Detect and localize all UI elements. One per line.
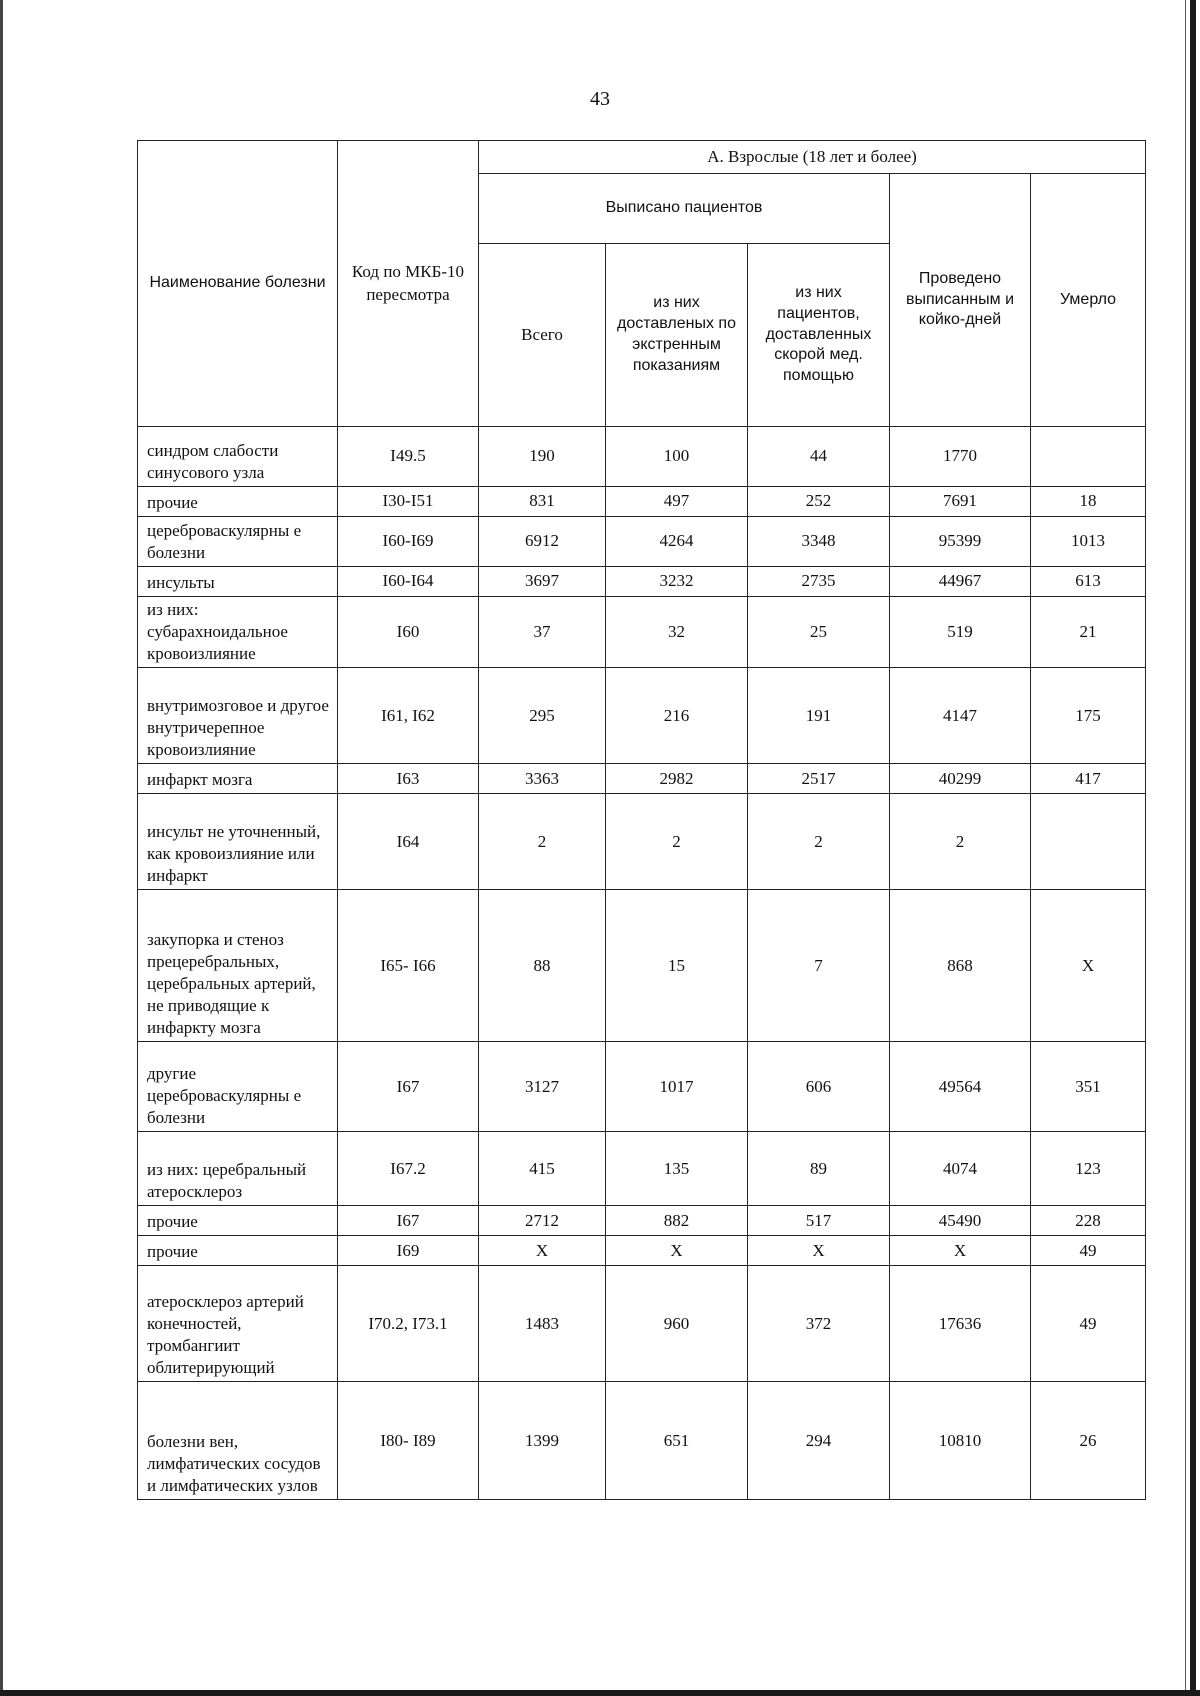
cell-died: 21 [1031,597,1146,668]
scan-edge-left [0,0,3,1696]
cell-code: I64 [338,794,479,890]
cell-ambulance: 294 [748,1382,890,1500]
cell-died: 49 [1031,1266,1146,1382]
cell-emergency: 216 [606,668,748,764]
cell-ambulance: 7 [748,890,890,1042]
cell-ambulance: 517 [748,1206,890,1236]
cell-ambulance: 2517 [748,764,890,794]
cell-ambulance: 252 [748,487,890,517]
table-row [138,517,1146,567]
cell-emergency: 15 [606,890,748,1042]
table-row [138,794,1146,890]
cell-total: 190 [479,427,606,487]
cell-bed-days: 2 [890,794,1031,890]
cell-total: 3363 [479,764,606,794]
cell-name: инфаркт мозга [138,764,338,794]
cell-bed-days: 45490 [890,1206,1031,1236]
cell-bed-days: 4147 [890,668,1031,764]
cell-emergency: 32 [606,597,748,668]
table-row [138,1266,1146,1382]
cell-died: 613 [1031,567,1146,597]
cell-name: из них: церебральный атеросклероз [138,1132,338,1206]
table-row [138,1206,1146,1236]
scan-edge-right [1190,0,1196,1696]
cell-code: I61, I62 [338,668,479,764]
header-group-adults: А. Взрослые (18 лет и более) [479,141,1146,174]
cell-bed-days: 4074 [890,1132,1031,1206]
cell-bed-days: 44967 [890,567,1031,597]
cell-bed-days: 7691 [890,487,1031,517]
cell-emergency: 960 [606,1266,748,1382]
cell-name: инсульт не уточненный, как кровоизлияние или инфаркт [138,794,338,890]
header-row-1 [138,141,1146,174]
cell-ambulance: 3348 [748,517,890,567]
cell-died [1031,794,1146,890]
header-name: Наименование болезни [138,141,338,427]
cell-code: I60-I64 [338,567,479,597]
cell-total: 2 [479,794,606,890]
cell-emergency: 651 [606,1382,748,1500]
cell-name: закупорка и стеноз прецеребральных, церебральных артерий, не приводящие к инфаркту мозга [138,890,338,1042]
cell-died: 26 [1031,1382,1146,1500]
cell-total: 295 [479,668,606,764]
cell-total: 88 [479,890,606,1042]
header-discharged: Выписано пациентов [479,174,890,244]
header-emergency: из них доставленых по экстренным показаниям [606,244,748,427]
statistics-table [137,140,1146,1500]
table-row [138,487,1146,517]
table-row [138,1382,1146,1500]
scan-edge-right-thin [1185,0,1186,1696]
table-row [138,1132,1146,1206]
cell-died [1031,427,1146,487]
cell-died: 351 [1031,1042,1146,1132]
cell-total: 3697 [479,567,606,597]
cell-code: I63 [338,764,479,794]
table-body [138,427,1146,1500]
cell-total: 37 [479,597,606,668]
cell-code: I67.2 [338,1132,479,1206]
cell-total: 1399 [479,1382,606,1500]
scan-edge-bottom [0,1690,1200,1696]
cell-ambulance: 25 [748,597,890,668]
cell-emergency: X [606,1236,748,1266]
cell-name: болезни вен, лимфатических сосудов и лимфатических узлов [138,1382,338,1500]
table-row [138,1042,1146,1132]
cell-ambulance: 2 [748,794,890,890]
cell-code: I30-I51 [338,487,479,517]
cell-emergency: 497 [606,487,748,517]
header-ambulance: из них пациентов, доставленных скорой мед. помощью [748,244,890,427]
cell-ambulance: X [748,1236,890,1266]
cell-total: X [479,1236,606,1266]
table-row [138,890,1146,1042]
cell-emergency: 882 [606,1206,748,1236]
cell-name: внутримозговое и другое внутричерепное кровоизлияние [138,668,338,764]
cell-died: 123 [1031,1132,1146,1206]
cell-died: 18 [1031,487,1146,517]
cell-code: I67 [338,1206,479,1236]
cell-total: 415 [479,1132,606,1206]
cell-bed-days: 868 [890,890,1031,1042]
cell-code: I67 [338,1042,479,1132]
cell-emergency: 100 [606,427,748,487]
cell-name: прочие [138,487,338,517]
cell-bed-days: 17636 [890,1266,1031,1382]
cell-bed-days: 95399 [890,517,1031,567]
cell-name: прочие [138,1206,338,1236]
cell-ambulance: 2735 [748,567,890,597]
cell-bed-days: 1770 [890,427,1031,487]
table-row [138,764,1146,794]
cell-bed-days: 49564 [890,1042,1031,1132]
table-header [138,141,1146,427]
cell-code: I60 [338,597,479,668]
cell-bed-days: 10810 [890,1382,1031,1500]
cell-ambulance: 89 [748,1132,890,1206]
cell-total: 2712 [479,1206,606,1236]
cell-ambulance: 44 [748,427,890,487]
cell-died: 228 [1031,1206,1146,1236]
cell-died: 175 [1031,668,1146,764]
cell-total: 831 [479,487,606,517]
cell-emergency: 2 [606,794,748,890]
cell-bed-days: 40299 [890,764,1031,794]
cell-died: 49 [1031,1236,1146,1266]
table-row [138,427,1146,487]
cell-emergency: 2982 [606,764,748,794]
cell-name: прочие [138,1236,338,1266]
page-number: 43 [590,88,610,110]
cell-died: 417 [1031,764,1146,794]
cell-code: I49.5 [338,427,479,487]
cell-emergency: 3232 [606,567,748,597]
cell-bed-days: X [890,1236,1031,1266]
table-row [138,1236,1146,1266]
header-code: Код по МКБ-10 пересмотра [338,141,479,427]
header-bed-days: Проведено выписанным и койко-дней [890,174,1031,427]
cell-name: из них: субарахноидальное кровоизлияние [138,597,338,668]
table-row [138,668,1146,764]
cell-emergency: 4264 [606,517,748,567]
cell-name: цереброваскулярны е болезни [138,517,338,567]
cell-code: I80- I89 [338,1382,479,1500]
cell-ambulance: 372 [748,1266,890,1382]
header-died: Умерло [1031,174,1146,427]
cell-emergency: 135 [606,1132,748,1206]
table-row [138,567,1146,597]
cell-name: другие цереброваскулярны е болезни [138,1042,338,1132]
cell-code: I70.2, I73.1 [338,1266,479,1382]
cell-total: 3127 [479,1042,606,1132]
cell-ambulance: 191 [748,668,890,764]
cell-code: I60-I69 [338,517,479,567]
cell-name: инсульты [138,567,338,597]
cell-total: 1483 [479,1266,606,1382]
cell-code: I65- I66 [338,890,479,1042]
cell-bed-days: 519 [890,597,1031,668]
cell-name: атеросклероз артерий конечностей, тромбангиит облитерирующий [138,1266,338,1382]
table-row [138,597,1146,668]
cell-ambulance: 606 [748,1042,890,1132]
cell-died: X [1031,890,1146,1042]
cell-died: 1013 [1031,517,1146,567]
header-total: Всего [479,244,606,427]
cell-code: I69 [338,1236,479,1266]
cell-total: 6912 [479,517,606,567]
cell-emergency: 1017 [606,1042,748,1132]
cell-name: синдром слабости синусового узла [138,427,338,487]
